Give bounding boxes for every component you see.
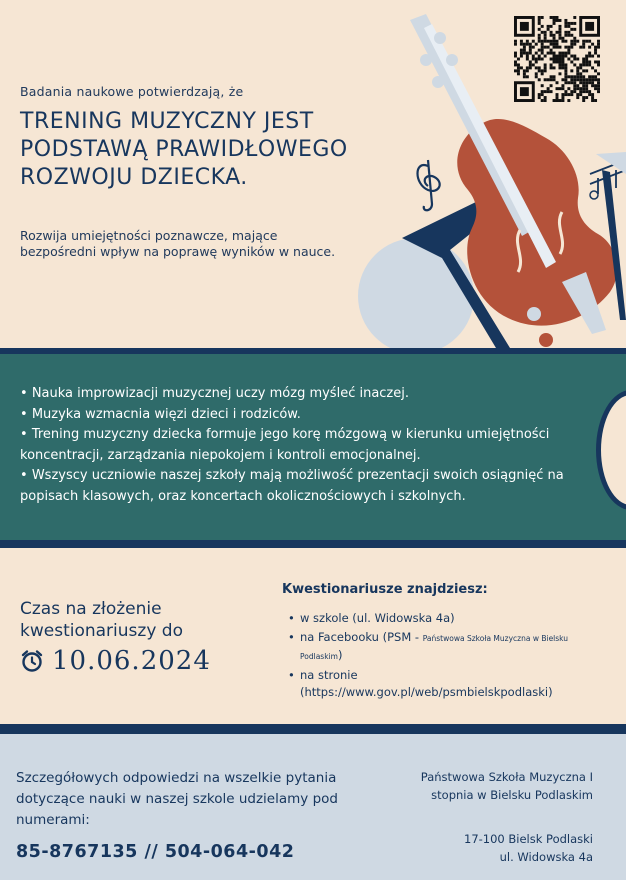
list-item <box>288 629 608 665</box>
qr-code[interactable] <box>514 16 600 102</box>
list-item: • Nauka improwizacji muzycznej uczy mózg myśleć inaczej. <box>20 384 592 405</box>
treble-clef-icon <box>418 160 440 210</box>
list-item: • Muzyka wzmacnia więzi dzieci i rodziców. <box>20 405 592 426</box>
deadline <box>20 646 211 676</box>
deadline-date: 10.06.2024 <box>52 646 211 676</box>
deadline-label: Czas na złożenie kwestionariuszy do <box>20 599 183 641</box>
hero-section <box>0 0 626 348</box>
divider <box>0 724 626 734</box>
website-link[interactable]: na stronie (https://www.gov.pl/web/psmbielskpodlaski) <box>300 668 553 699</box>
location-school: w szkole (ul. Widowska 4a) <box>300 611 455 625</box>
decor-circle <box>358 238 474 348</box>
phone-numbers[interactable]: 85-8767135 // 504-064-042 <box>16 842 295 862</box>
locations-title: Kwestionariusze znajdziesz: <box>282 582 488 597</box>
divider <box>0 540 626 548</box>
alarm-clock-icon <box>20 649 44 673</box>
subtitle-text: Rozwija umiejętności poznawcze, mające bezpośredni wpływ na poprawę wyników w nauce. <box>20 228 336 259</box>
locations-list <box>288 610 608 703</box>
list-item: • Trening muzyczny dziecka formuje jego korę mózgową w kierunku umiejętności koncentracji, zarządzania niepokojem i kontroli emocjonalnej. <box>20 425 592 466</box>
benefits-list <box>20 384 592 507</box>
location-facebook-suffix: ) <box>337 648 343 662</box>
decor-ring <box>596 390 626 510</box>
facebook-page-link[interactable]: Państwowa Szkoła Muzyczna w Bielsku Podlaskim <box>300 634 569 661</box>
list-item <box>288 667 608 701</box>
intro-text: Badania naukowe potwierdzają, że <box>20 84 244 99</box>
location-facebook-prefix: na Facebooku (PSM - <box>300 630 423 644</box>
list-item <box>288 610 608 627</box>
postal-code-city: 17-100 Bielsk Podlaski <box>464 832 593 846</box>
list-item: • Wszyscy uczniowie naszej szkoły mają możliwość prezentacji swoich osiągnięć na popisach klasowych, oraz koncertach okolicznościowych i szkolnych. <box>20 466 592 507</box>
benefits-section <box>0 354 626 540</box>
page-title: TRENING MUZYCZNY JEST PODSTAWĄ PRAWIDŁOWEGO ROZWOJU DZIECKA. <box>20 109 348 190</box>
school-name: Państwowa Szkoła Muzyczna I stopnia w Bielsku Podlaskim <box>420 770 593 802</box>
deadline-section <box>0 548 626 724</box>
contact-text: Szczegółowych odpowiedzi na wszelkie pytania dotyczące nauki w naszej szkole udzielamy pod numerami: <box>16 770 338 828</box>
street-address: ul. Widowska 4a <box>499 850 593 864</box>
contact-section <box>0 734 626 880</box>
school-address <box>393 830 593 866</box>
